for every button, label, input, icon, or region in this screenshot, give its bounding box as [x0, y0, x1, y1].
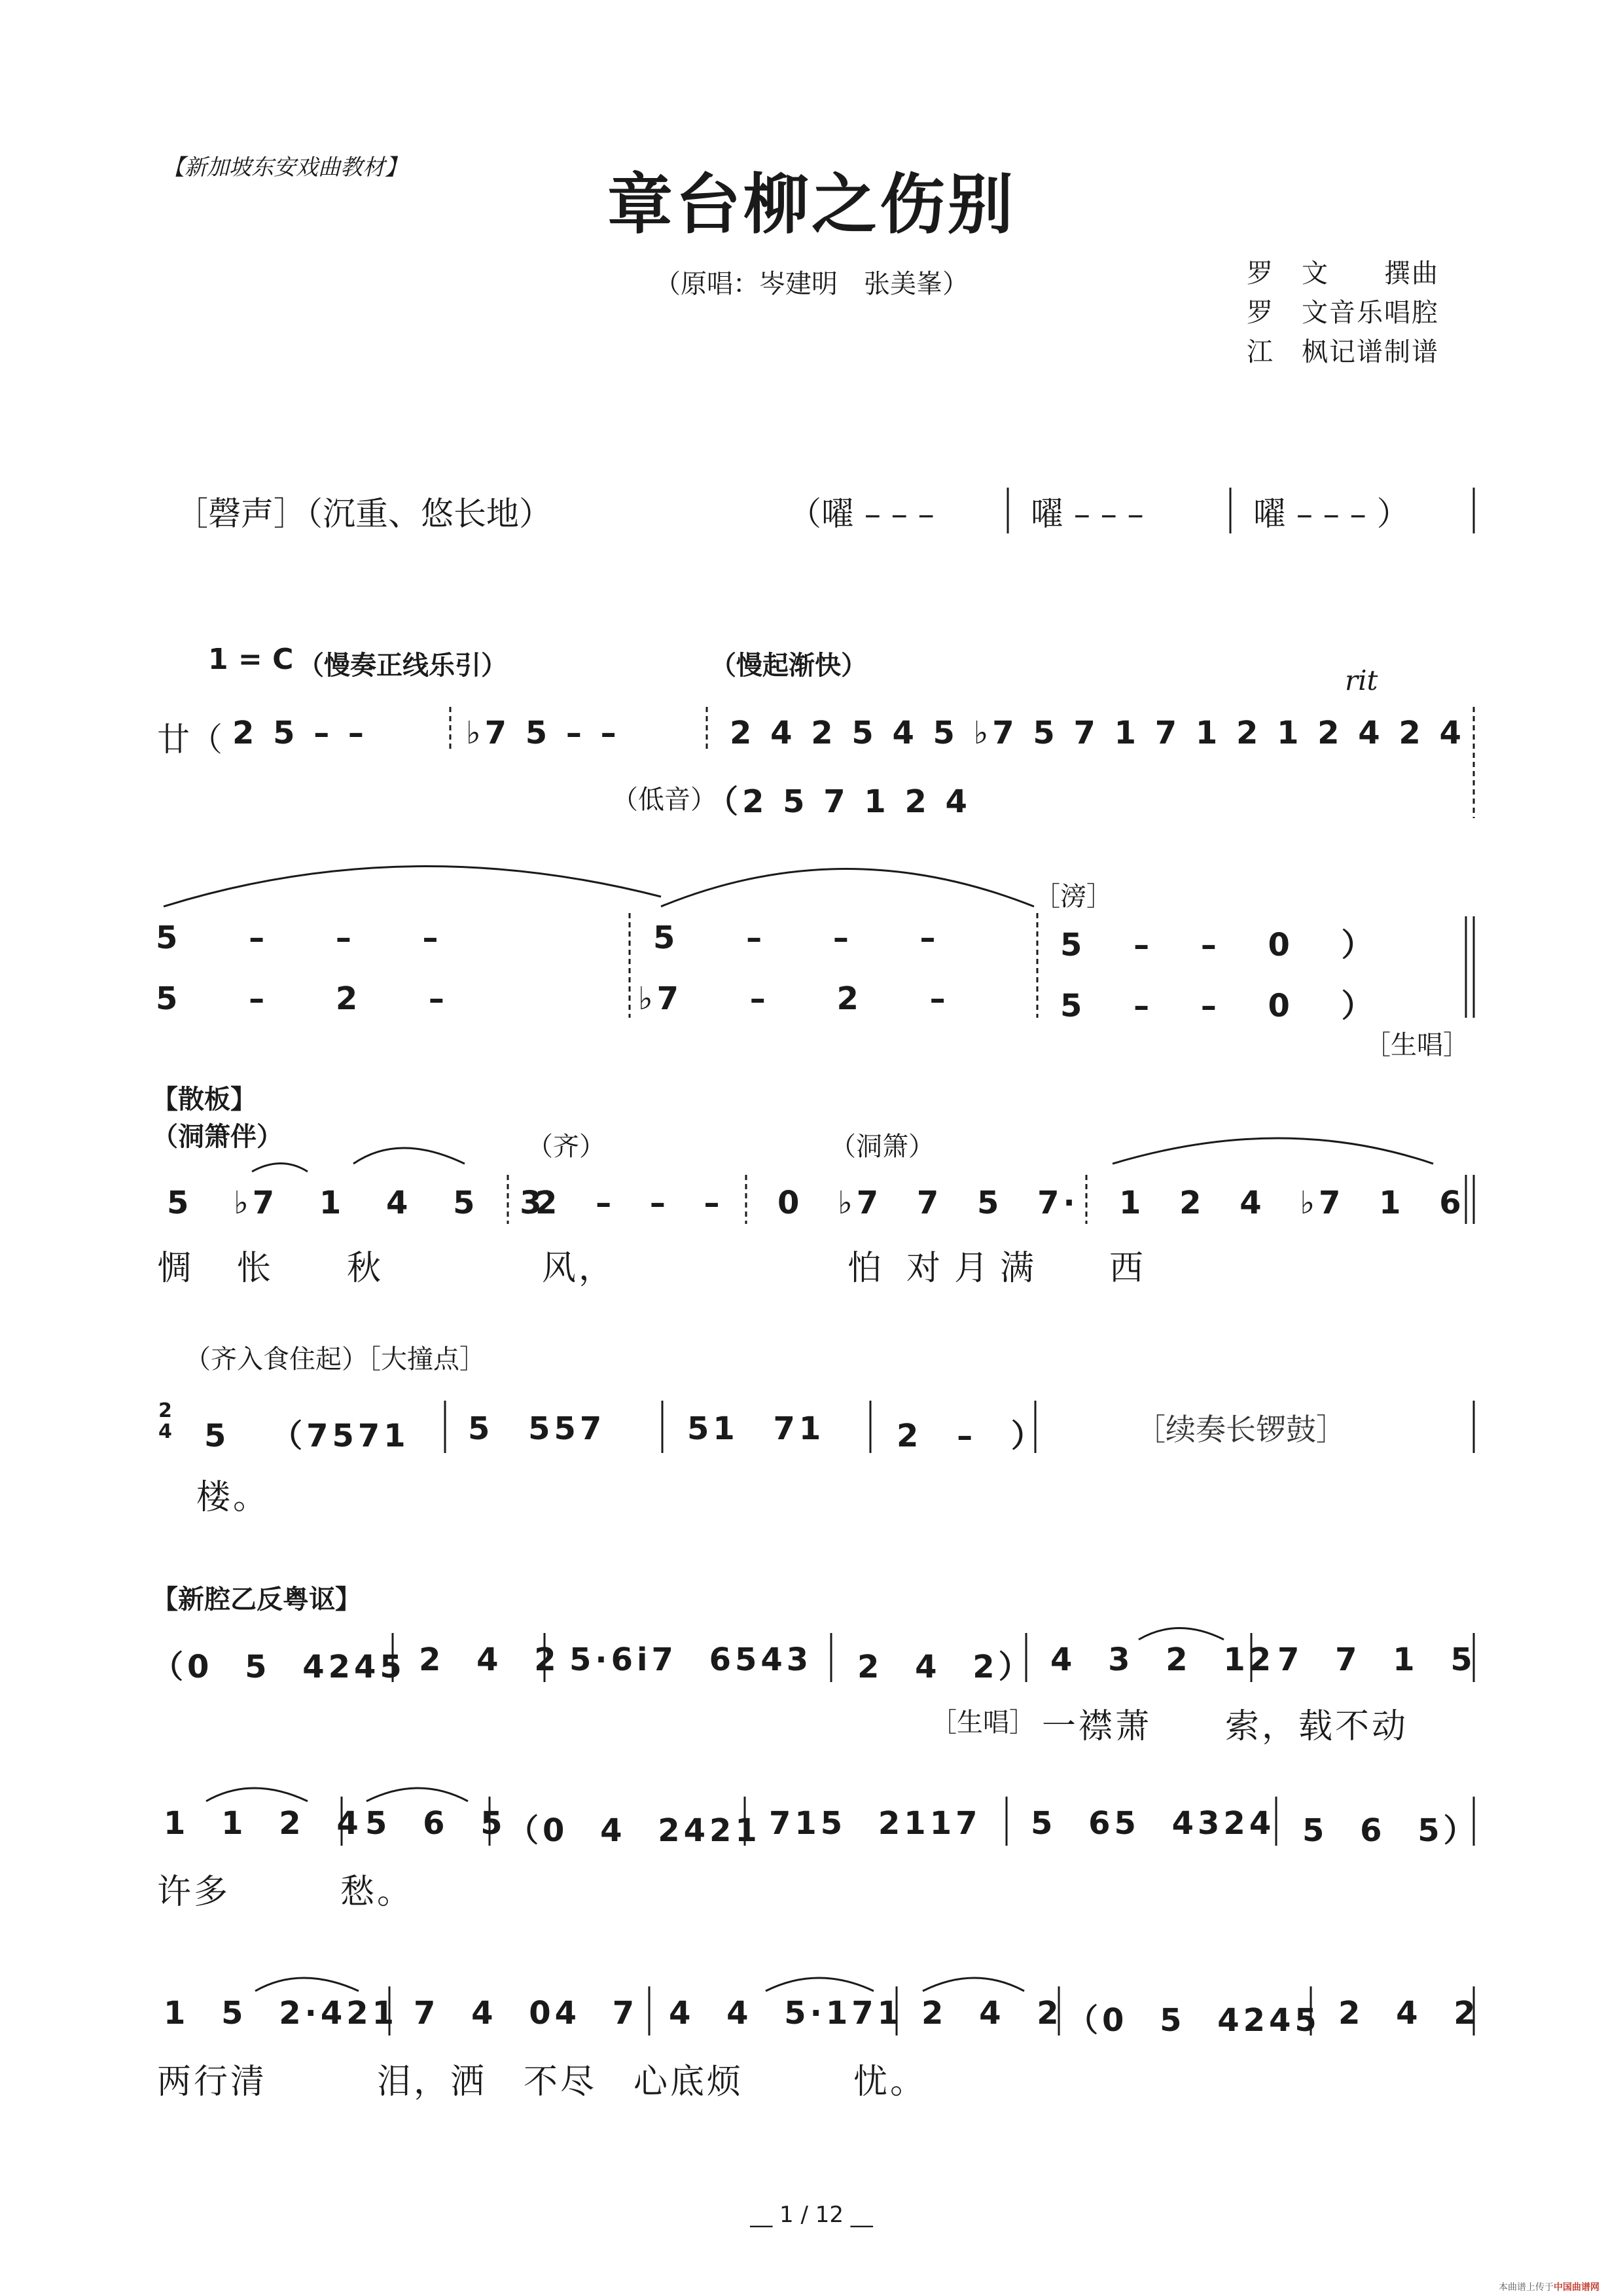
time-sig-bottom: 4 [158, 1420, 172, 1443]
lyric: 西 [1109, 1249, 1147, 1288]
system-start: 廿（ [157, 721, 223, 759]
notation-bar: （0 4 2421 [507, 1812, 761, 1849]
notation-bar: 51 71 [687, 1410, 825, 1447]
key-signature: 1 = C [208, 643, 294, 676]
notation-bar: 2 4 2 [921, 1995, 1063, 2032]
notation-bar: 2 5 – – [232, 715, 368, 751]
notation-bar: 2 4 2 5 4 5 ♭7 5 7 1 7 1 2 1 2 4 2 4 [730, 715, 1465, 751]
notation-bar: 2 4 2） [857, 1649, 1034, 1685]
notation-bar: 2 – ） [897, 1418, 1046, 1454]
lyric: 怕 [847, 1249, 885, 1288]
credit-line: 罗 文 撰曲 [1247, 259, 1439, 289]
notation-bar: 5 – 2 – [156, 980, 448, 1017]
watermark-prefix: 本曲谱上传于 [1499, 2282, 1554, 2293]
page-number: __ 1 / 12 __ [750, 2202, 873, 2228]
dongxiao-note: （洞箫） [830, 1132, 935, 1162]
notation-bar: 5 – – – [156, 920, 442, 956]
continue-note: ［续奏长锣鼓］ [1135, 1412, 1346, 1447]
notation-bar: ♭7 – 2 – [638, 980, 950, 1017]
intro-bar: 嚁 – – – [1031, 495, 1144, 533]
notation-bar: 5 – – 0 ） [1060, 988, 1377, 1024]
watermark [1499, 2280, 1599, 2293]
intro-bar: （嚁 – – – [789, 495, 935, 533]
pang-marker: ［滂］ [1034, 882, 1113, 912]
time-signature [158, 1401, 172, 1443]
notation-bar: 5 6 5 [365, 1805, 507, 1842]
notation-bar: 2 4 2 [419, 1641, 560, 1678]
notation-bar: 0 ♭7 7 5 7· [777, 1185, 1079, 1221]
notation-bar: 1 1 2 4 [164, 1805, 363, 1842]
accomp-note: （洞箫伴） [152, 1122, 283, 1152]
credit-line: 罗 文音乐唱腔 [1247, 298, 1439, 328]
rit-marking: rit [1345, 664, 1378, 696]
intro-label: ［磬声］（沉重、悠长地） [175, 495, 552, 533]
watermark-brand: 中国曲谱网 [1554, 2282, 1599, 2293]
lyric-line: 许多 愁。 [157, 1873, 414, 1912]
qi-note: （齐） [527, 1132, 605, 1162]
lyric: 楼。 [196, 1478, 270, 1517]
notation-bar: 5 （7571 [204, 1418, 410, 1454]
shengchang-marker: ［生唱］ [1364, 1030, 1469, 1060]
notation-bar: 5 557 [468, 1410, 606, 1447]
shengchang-marker: ［生唱］ [931, 1708, 1035, 1738]
intro-bar: 嚁 – – – ） [1253, 495, 1410, 533]
original-singers: （原唱：岑建明 张美峯） [654, 269, 969, 299]
key-note: （慢奏正线乐引） [298, 651, 507, 681]
lyric-line: 一襟萧 索，载不动 [1042, 1707, 1409, 1746]
notation-bar: 5 6 5） [1302, 1812, 1479, 1849]
notation-bar: 5·6i7 6543 [569, 1641, 813, 1678]
credit-line: 江 枫记谱制谱 [1247, 337, 1439, 367]
lyric: 月 [954, 1249, 991, 1288]
lyric: 惆 [157, 1249, 194, 1288]
notation-bar: 5 ♭7 1 4 5 3 [167, 1185, 546, 1221]
lyric: 满 [1000, 1249, 1037, 1288]
notation-bar: ♭7 5 – – [466, 715, 620, 751]
notation-bar: （0 5 4245 [152, 1649, 406, 1685]
notation-bar: 7 7 1 5 [1277, 1641, 1476, 1678]
notation-bar: 5 – – 0 ） [1060, 927, 1377, 963]
bass-label: （低音） [612, 785, 717, 815]
notation-bar: 5 65 4324 [1031, 1805, 1275, 1842]
notation-bar: 7 4 04 7 [414, 1995, 639, 2032]
tempo-note: （慢起渐快） [710, 651, 867, 681]
notation-bar: 2 4 2 [1338, 1995, 1480, 2032]
notation-bar: 1 2 4 ♭7 1 6 [1119, 1185, 1465, 1221]
page-title: 章台柳之伤别 [607, 166, 1016, 243]
bass-notation: （2 5 7 1 2 4 [707, 783, 971, 820]
notation-bar: 2 – – – [535, 1185, 724, 1221]
source-tag: 【新加坡东安戏曲教材】 [162, 154, 407, 181]
notation-bar: 4 3 2 12 [1050, 1641, 1275, 1678]
notation-bar: 1 5 2·421 [164, 1995, 399, 2032]
time-sig-top: 2 [158, 1399, 172, 1422]
notation-bar: 4 4 5·171 [669, 1995, 904, 2032]
lyric-line: 两行清 泪，洒 不尽 心底烦 忧。 [157, 2062, 927, 2102]
lyric: 秋 [347, 1249, 384, 1288]
lyric: 对 [906, 1249, 944, 1288]
section-heading: 【新腔乙反粤讴】 [152, 1585, 361, 1615]
notation-bar: 715 2117 [769, 1805, 982, 1842]
notation-bar: （0 5 4245 [1067, 2002, 1321, 2039]
section-heading: 【散板】 [152, 1085, 257, 1115]
lyric: 怅 [237, 1249, 274, 1288]
notation-bar: 5 – – – [653, 920, 940, 956]
cue-note: （齐入食住起）［大撞点］ [185, 1344, 486, 1374]
lyric: 风， [542, 1249, 616, 1288]
